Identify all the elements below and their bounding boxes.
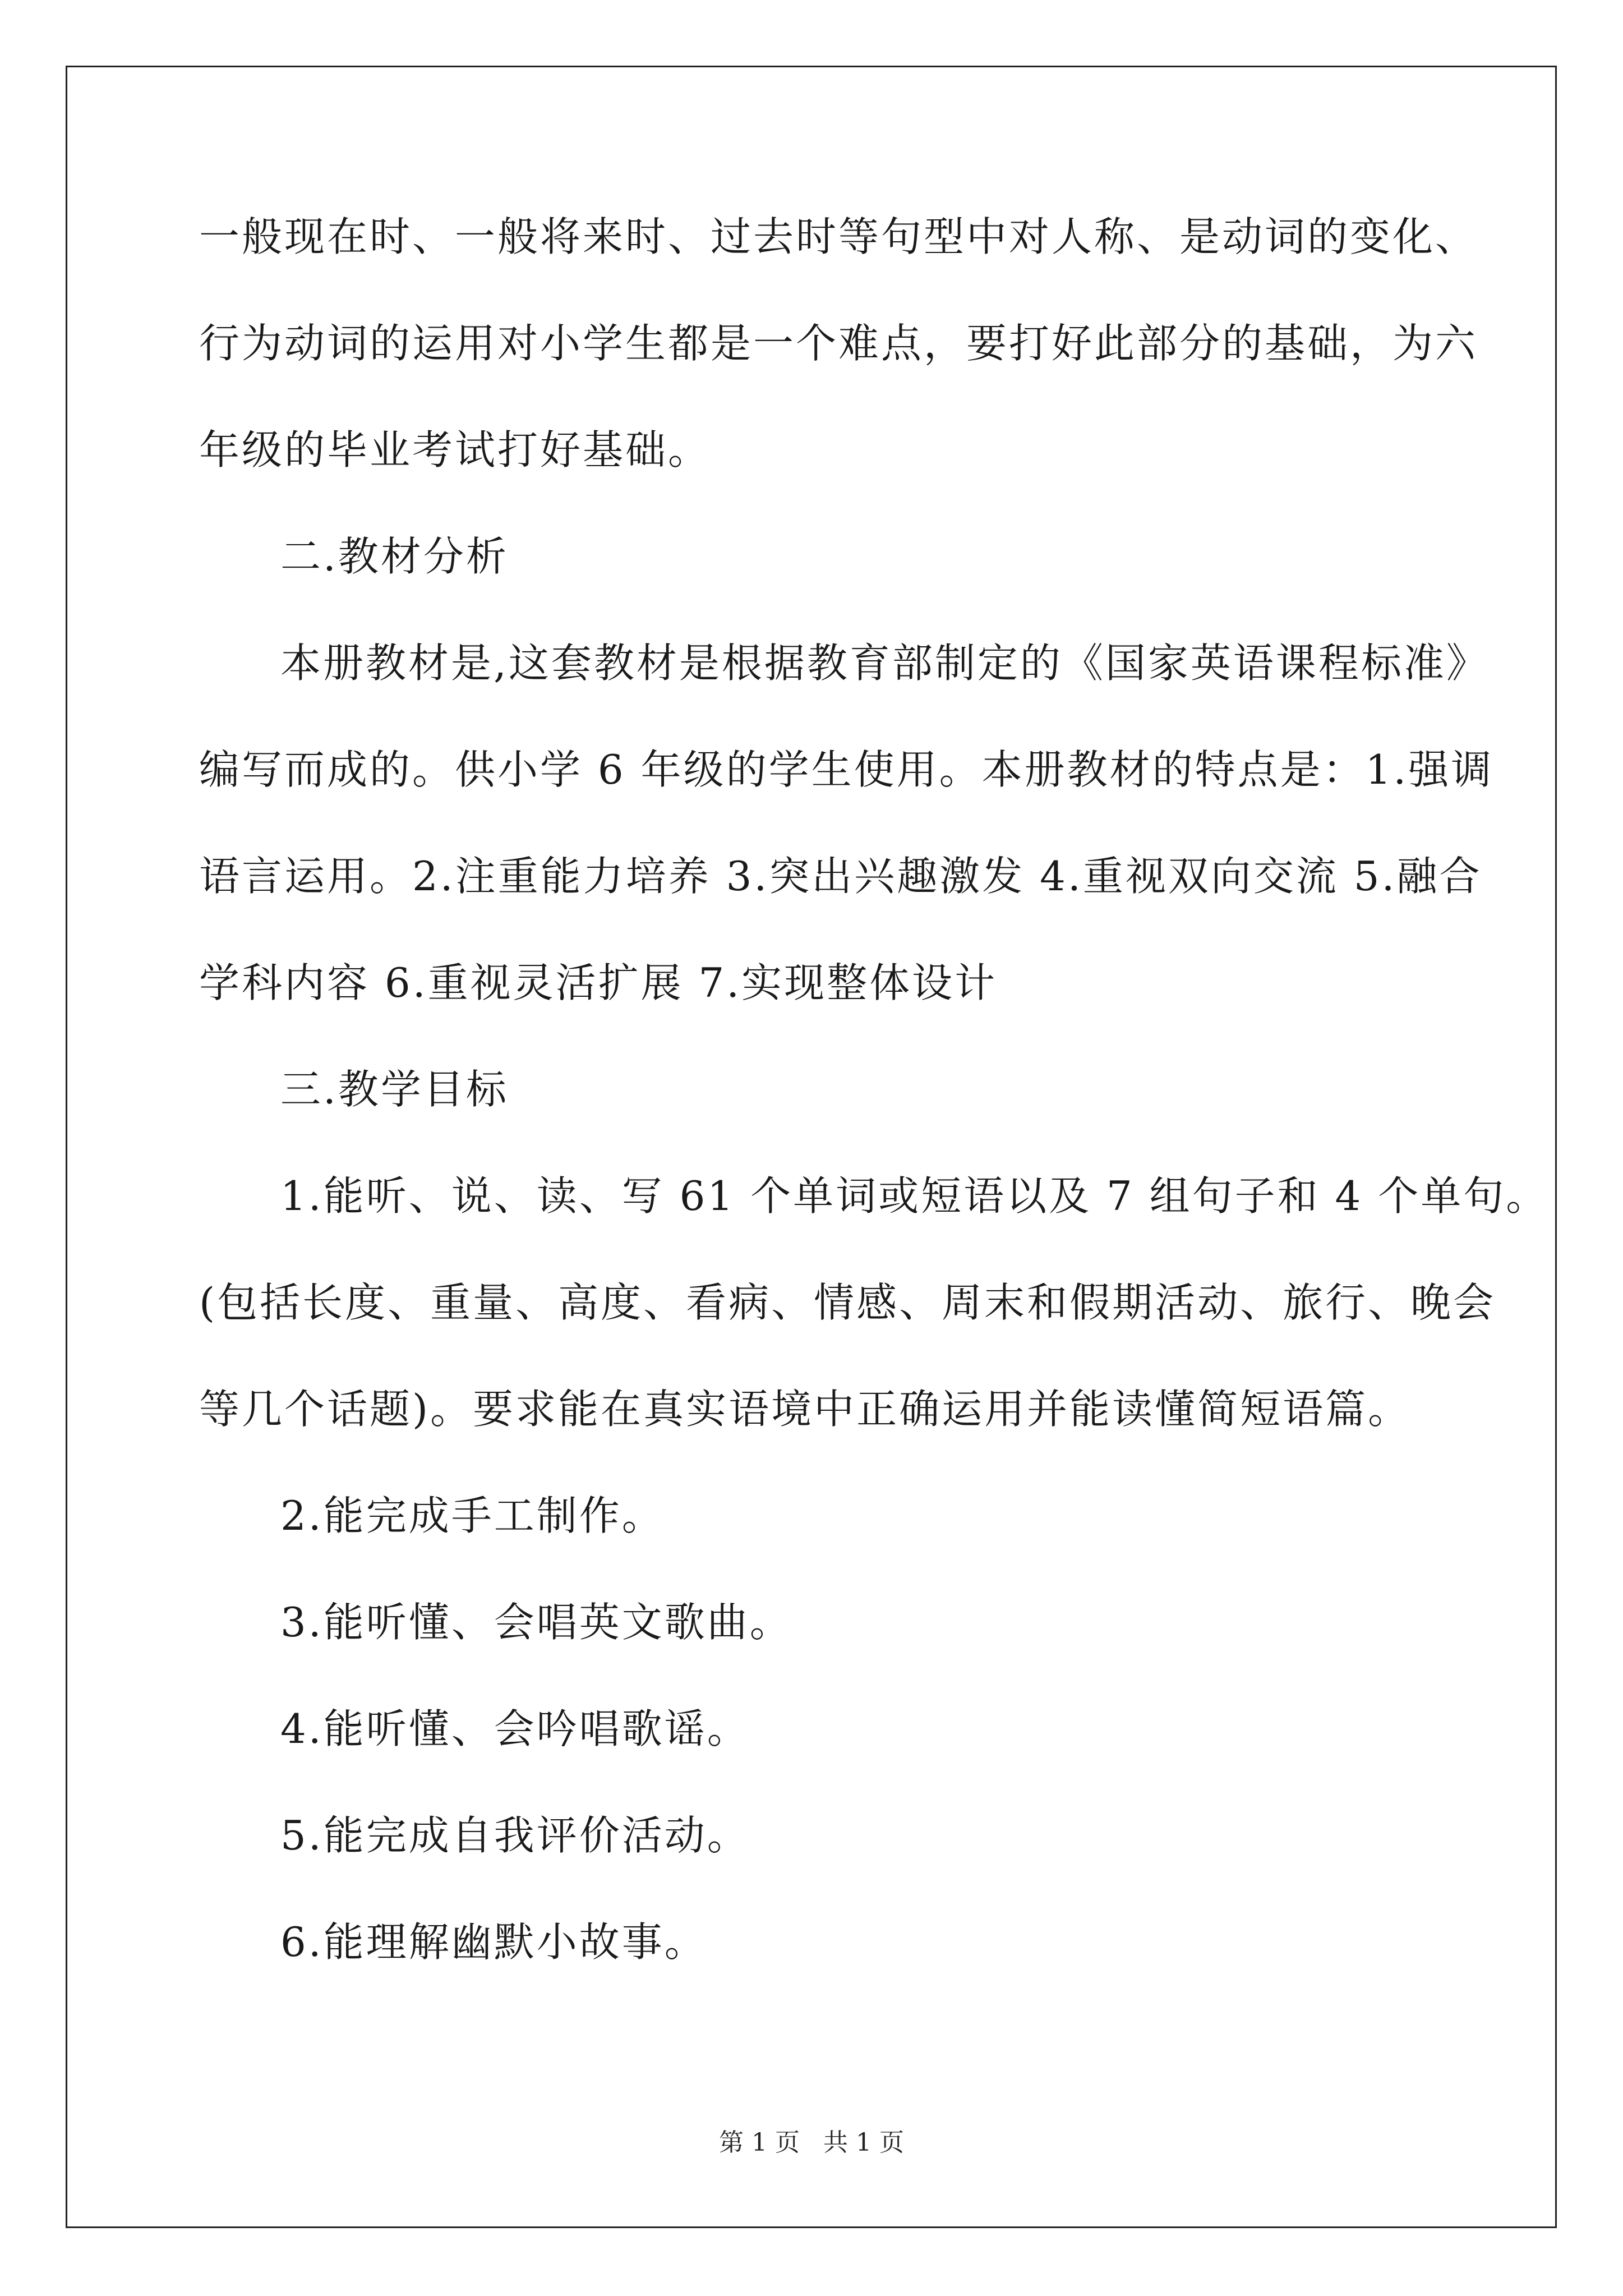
text-line: 语言运用。2.注重能力培养 3.突出兴趣激发 4.重视双向交流 5.融合 [199,853,1482,900]
list-item: 6.能理解幽默小故事。 [280,1918,707,1966]
text-line: 等几个话题)。要求能在真实语境中正确运用并能读懂简短语篇。 [199,1386,1411,1433]
page-footer [0,2126,1623,2160]
list-item: 5.能完成自我评价活动。 [280,1812,750,1859]
list-item: 3.能听懂、会唱英文歌曲。 [280,1599,792,1646]
text-line: 本册教材是,这套教材是根据教育部制定的《国家英语课程标准》 [280,639,1489,687]
section-heading: 三.教学目标 [280,1066,509,1113]
page-total: 共 1 页 [823,2128,904,2157]
text-line: 年级的毕业考试打好基础。 [199,426,711,473]
page-border [66,66,1557,2228]
text-line: 一般现在时、一般将来时、过去时等句型中对人称、是动词的变化、 [199,213,1478,260]
text-line: 1.能听、说、读、写 61 个单词或短语以及 7 组句子和 4 个单句。 [280,1172,1549,1220]
list-item: 4.能听懂、会吟唱歌谣。 [280,1705,750,1752]
text-line: (包括长度、重量、高度、看病、情感、周末和假期活动、旅行、晚会 [199,1279,1496,1326]
list-item: 2.能完成手工制作。 [280,1492,665,1539]
section-heading: 二.教材分析 [280,533,509,580]
text-line: 行为动词的运用对小学生都是一个难点，要打好此部分的基础，为六 [199,320,1478,367]
text-line: 编写而成的。供小学 6 年级的学生使用。本册教材的特点是：1.强调 [199,746,1494,793]
page-number: 第 1 页 [719,2128,800,2157]
text-line: 学科内容 6.重视灵活扩展 7.实现整体设计 [199,959,998,1006]
